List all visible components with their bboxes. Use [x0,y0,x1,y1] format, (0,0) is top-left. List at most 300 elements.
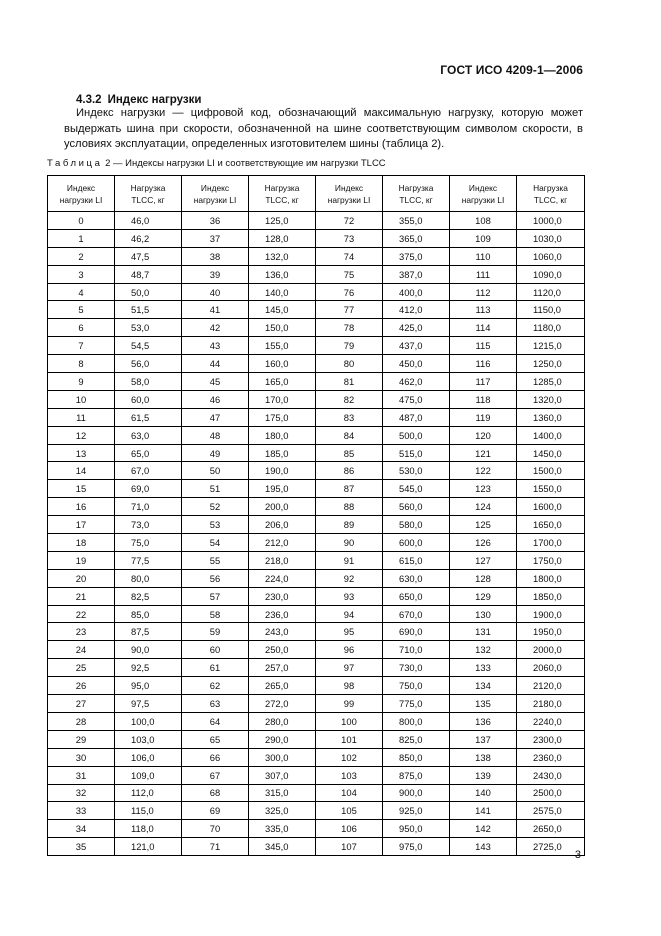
cell-load-capacity: 2240,0 [517,712,585,730]
table-row [48,212,585,230]
cell-load-index: 97 [316,659,383,677]
cell-load-index: 26 [48,677,115,695]
table-row [48,838,585,856]
cell-load-index: 78 [316,319,383,337]
cell-load-capacity: 165,0 [249,373,316,391]
table-row [48,426,585,444]
header-load-capacity [115,176,182,212]
table-row [48,516,585,534]
header-line: TLCC, кг [265,194,299,205]
cell-load-index: 36 [182,212,249,230]
cell-load-capacity: 212,0 [249,534,316,552]
cell-load-capacity: 272,0 [249,695,316,713]
cell-load-index: 87 [316,480,383,498]
cell-load-capacity: 95,0 [115,677,182,695]
cell-load-index: 9 [48,373,115,391]
header-load-index [182,176,249,212]
table-row [48,695,585,713]
cell-load-index: 134 [450,677,517,695]
header-line: Индекс [200,182,230,193]
cell-load-capacity: 103,0 [115,730,182,748]
cell-load-capacity: 1180,0 [517,319,585,337]
cell-load-index: 91 [316,551,383,569]
cell-load-index: 131 [450,623,517,641]
cell-load-capacity: 48,7 [115,265,182,283]
cell-load-capacity: 140,0 [249,283,316,301]
cell-load-index: 110 [450,247,517,265]
cell-load-index: 8 [48,355,115,373]
cell-load-index: 117 [450,373,517,391]
cell-load-index: 14 [48,462,115,480]
cell-load-capacity: 150,0 [249,319,316,337]
section-paragraph: Индекс нагрузки — цифровой код, обозначающий максимальную нагрузку, которую может выдержать шина при скорости, обозначенной на шине соответствующим символом скорости, в условиях эксплуатации, определенных изготовителем шины (таблица 2). [64,107,583,150]
cell-load-capacity: 355,0 [383,212,450,230]
cell-load-index: 136 [450,712,517,730]
cell-load-capacity: 2000,0 [517,641,585,659]
load-index-table [47,175,585,856]
cell-load-index: 135 [450,695,517,713]
cell-load-capacity: 250,0 [249,641,316,659]
cell-load-index: 114 [450,319,517,337]
cell-load-capacity: 280,0 [249,712,316,730]
table-row [48,551,585,569]
table-row [48,748,585,766]
cell-load-index: 1 [48,229,115,247]
cell-load-index: 49 [182,444,249,462]
table-header-row [48,176,585,212]
cell-load-capacity: 1030,0 [517,229,585,247]
cell-load-index: 70 [182,820,249,838]
cell-load-index: 58 [182,605,249,623]
cell-load-capacity: 71,0 [115,498,182,516]
cell-load-index: 30 [48,748,115,766]
table-row [48,319,585,337]
cell-load-index: 57 [182,587,249,605]
table-caption-text: 2 — Индексы нагрузки LI и соответствующие им нагрузки TLCC [102,158,386,169]
cell-load-capacity: 425,0 [383,319,450,337]
cell-load-index: 113 [450,301,517,319]
cell-load-index: 68 [182,784,249,802]
header-line: нагрузки LI [461,194,505,205]
cell-load-index: 143 [450,838,517,856]
cell-load-index: 103 [316,766,383,784]
cell-load-capacity: 487,0 [383,408,450,426]
cell-load-capacity: 170,0 [249,390,316,408]
cell-load-capacity: 1320,0 [517,390,585,408]
cell-load-index: 106 [316,820,383,838]
table-row [48,605,585,623]
cell-load-capacity: 2060,0 [517,659,585,677]
cell-load-capacity: 53,0 [115,319,182,337]
table-row [48,283,585,301]
cell-load-capacity: 307,0 [249,766,316,784]
cell-load-capacity: 2180,0 [517,695,585,713]
cell-load-capacity: 1450,0 [517,444,585,462]
cell-load-index: 98 [316,677,383,695]
cell-load-index: 64 [182,712,249,730]
cell-load-capacity: 1600,0 [517,498,585,516]
document-code: ГОСТ ИСО 4209-1—2006 [440,63,583,77]
cell-load-capacity: 2725,0 [517,838,585,856]
cell-load-capacity: 118,0 [115,820,182,838]
cell-load-index: 142 [450,820,517,838]
cell-load-index: 127 [450,551,517,569]
cell-load-capacity: 160,0 [249,355,316,373]
cell-load-index: 27 [48,695,115,713]
cell-load-index: 123 [450,480,517,498]
cell-load-capacity: 1950,0 [517,623,585,641]
cell-load-capacity: 545,0 [383,480,450,498]
cell-load-index: 137 [450,730,517,748]
cell-load-index: 86 [316,462,383,480]
cell-load-index: 100 [316,712,383,730]
cell-load-index: 121 [450,444,517,462]
table-row [48,534,585,552]
cell-load-index: 138 [450,748,517,766]
cell-load-capacity: 500,0 [383,426,450,444]
cell-load-capacity: 109,0 [115,766,182,784]
cell-load-index: 140 [450,784,517,802]
cell-load-capacity: 58,0 [115,373,182,391]
cell-load-capacity: 345,0 [249,838,316,856]
cell-load-capacity: 375,0 [383,247,450,265]
cell-load-index: 61 [182,659,249,677]
cell-load-index: 66 [182,748,249,766]
cell-load-capacity: 100,0 [115,712,182,730]
cell-load-capacity: 190,0 [249,462,316,480]
cell-load-index: 45 [182,373,249,391]
cell-load-index: 118 [450,390,517,408]
cell-load-capacity: 112,0 [115,784,182,802]
cell-load-capacity: 1150,0 [517,301,585,319]
table-row [48,408,585,426]
cell-load-capacity: 206,0 [249,516,316,534]
cell-load-capacity: 800,0 [383,712,450,730]
cell-load-capacity: 1750,0 [517,551,585,569]
cell-load-index: 15 [48,480,115,498]
cell-load-index: 95 [316,623,383,641]
cell-load-capacity: 1900,0 [517,605,585,623]
cell-load-capacity: 1800,0 [517,569,585,587]
cell-load-capacity: 475,0 [383,390,450,408]
cell-load-capacity: 670,0 [383,605,450,623]
table-row [48,373,585,391]
header-load-index [450,176,517,212]
header-line: нагрузки LI [193,194,237,205]
cell-load-index: 99 [316,695,383,713]
cell-load-capacity: 236,0 [249,605,316,623]
cell-load-capacity: 85,0 [115,605,182,623]
cell-load-capacity: 290,0 [249,730,316,748]
cell-load-index: 51 [182,480,249,498]
cell-load-capacity: 1000,0 [517,212,585,230]
table-row [48,820,585,838]
table-row [48,659,585,677]
cell-load-capacity: 730,0 [383,659,450,677]
header-line: TLCC, кг [533,194,568,205]
cell-load-capacity: 365,0 [383,229,450,247]
cell-load-capacity: 125,0 [249,212,316,230]
header-line: Индекс [334,182,364,193]
header-load-capacity [517,176,585,212]
cell-load-capacity: 218,0 [249,551,316,569]
section-number: 4.3.2 [76,94,102,106]
cell-load-capacity: 2430,0 [517,766,585,784]
header-line: Нагрузка [264,182,300,193]
table-caption-word: Таблица [47,158,103,169]
cell-load-capacity: 63,0 [115,426,182,444]
cell-load-index: 128 [450,569,517,587]
cell-load-capacity: 128,0 [249,229,316,247]
cell-load-index: 105 [316,802,383,820]
header-load-capacity [383,176,450,212]
cell-load-capacity: 230,0 [249,587,316,605]
header-line: нагрузки LI [327,194,371,205]
cell-load-index: 0 [48,212,115,230]
cell-load-index: 39 [182,265,249,283]
cell-load-capacity: 925,0 [383,802,450,820]
cell-load-capacity: 2360,0 [517,748,585,766]
cell-load-index: 60 [182,641,249,659]
cell-load-index: 141 [450,802,517,820]
cell-load-capacity: 73,0 [115,516,182,534]
cell-load-capacity: 67,0 [115,462,182,480]
cell-load-index: 94 [316,605,383,623]
header-line: Нагрузка [398,182,434,193]
cell-load-index: 72 [316,212,383,230]
cell-load-index: 83 [316,408,383,426]
cell-load-index: 50 [182,462,249,480]
cell-load-capacity: 97,5 [115,695,182,713]
cell-load-index: 47 [182,408,249,426]
cell-load-index: 67 [182,766,249,784]
cell-load-index: 102 [316,748,383,766]
cell-load-index: 22 [48,605,115,623]
cell-load-capacity: 132,0 [249,247,316,265]
cell-load-index: 76 [316,283,383,301]
cell-load-capacity: 77,5 [115,551,182,569]
cell-load-index: 43 [182,337,249,355]
cell-load-index: 29 [48,730,115,748]
table-row [48,265,585,283]
table-row [48,498,585,516]
cell-load-index: 12 [48,426,115,444]
cell-load-capacity: 90,0 [115,641,182,659]
cell-load-index: 120 [450,426,517,444]
cell-load-capacity: 412,0 [383,301,450,319]
cell-load-capacity: 2500,0 [517,784,585,802]
cell-load-capacity: 195,0 [249,480,316,498]
cell-load-capacity: 515,0 [383,444,450,462]
cell-load-index: 17 [48,516,115,534]
cell-load-capacity: 61,5 [115,408,182,426]
header-load-index [316,176,383,212]
cell-load-index: 55 [182,551,249,569]
table-row [48,712,585,730]
cell-load-index: 85 [316,444,383,462]
cell-load-capacity: 121,0 [115,838,182,856]
cell-load-capacity: 1215,0 [517,337,585,355]
table-row [48,766,585,784]
cell-load-index: 44 [182,355,249,373]
cell-load-index: 38 [182,247,249,265]
header-line: Индекс [468,182,498,193]
cell-load-index: 16 [48,498,115,516]
cell-load-capacity: 450,0 [383,355,450,373]
cell-load-index: 54 [182,534,249,552]
cell-load-capacity: 92,5 [115,659,182,677]
cell-load-capacity: 630,0 [383,569,450,587]
cell-load-capacity: 65,0 [115,444,182,462]
cell-load-capacity: 180,0 [249,426,316,444]
cell-load-index: 89 [316,516,383,534]
cell-load-capacity: 1250,0 [517,355,585,373]
cell-load-capacity: 690,0 [383,623,450,641]
table-row [48,462,585,480]
cell-load-capacity: 580,0 [383,516,450,534]
cell-load-capacity: 80,0 [115,569,182,587]
cell-load-index: 81 [316,373,383,391]
cell-load-capacity: 600,0 [383,534,450,552]
cell-load-capacity: 2575,0 [517,802,585,820]
cell-load-capacity: 462,0 [383,373,450,391]
cell-load-capacity: 875,0 [383,766,450,784]
cell-load-capacity: 975,0 [383,838,450,856]
cell-load-capacity: 400,0 [383,283,450,301]
cell-load-capacity: 69,0 [115,480,182,498]
cell-load-index: 21 [48,587,115,605]
cell-load-index: 48 [182,426,249,444]
cell-load-index: 108 [450,212,517,230]
cell-load-index: 13 [48,444,115,462]
cell-load-index: 7 [48,337,115,355]
table-row [48,301,585,319]
cell-load-index: 32 [48,784,115,802]
cell-load-index: 69 [182,802,249,820]
cell-load-capacity: 2650,0 [517,820,585,838]
cell-load-index: 33 [48,802,115,820]
cell-load-index: 124 [450,498,517,516]
cell-load-index: 42 [182,319,249,337]
table-row [48,355,585,373]
cell-load-capacity: 106,0 [115,748,182,766]
cell-load-capacity: 60,0 [115,390,182,408]
cell-load-capacity: 1120,0 [517,283,585,301]
table-row [48,444,585,462]
cell-load-capacity: 47,5 [115,247,182,265]
cell-load-index: 63 [182,695,249,713]
cell-load-index: 4 [48,283,115,301]
cell-load-index: 125 [450,516,517,534]
cell-load-capacity: 1060,0 [517,247,585,265]
cell-load-capacity: 1550,0 [517,480,585,498]
cell-load-index: 92 [316,569,383,587]
cell-load-index: 34 [48,820,115,838]
cell-load-capacity: 615,0 [383,551,450,569]
header-line: Нагрузка [130,182,166,193]
cell-load-index: 77 [316,301,383,319]
cell-load-capacity: 300,0 [249,748,316,766]
table-row [48,480,585,498]
header-line: TLCC, кг [131,194,165,205]
cell-load-index: 19 [48,551,115,569]
cell-load-capacity: 56,0 [115,355,182,373]
cell-load-capacity: 775,0 [383,695,450,713]
cell-load-index: 18 [48,534,115,552]
cell-load-index: 101 [316,730,383,748]
cell-load-capacity: 1360,0 [517,408,585,426]
table-row [48,784,585,802]
cell-load-index: 74 [316,247,383,265]
cell-load-index: 119 [450,408,517,426]
cell-load-index: 71 [182,838,249,856]
cell-load-index: 82 [316,390,383,408]
cell-load-capacity: 115,0 [115,802,182,820]
cell-load-index: 65 [182,730,249,748]
section-heading [76,94,201,106]
table-row [48,641,585,659]
cell-load-capacity: 2300,0 [517,730,585,748]
table-caption [47,158,386,169]
table-row [48,587,585,605]
cell-load-capacity: 850,0 [383,748,450,766]
cell-load-capacity: 825,0 [383,730,450,748]
cell-load-index: 93 [316,587,383,605]
cell-load-index: 109 [450,229,517,247]
table-row [48,337,585,355]
cell-load-capacity: 243,0 [249,623,316,641]
cell-load-index: 132 [450,641,517,659]
cell-load-capacity: 1090,0 [517,265,585,283]
table-row [48,569,585,587]
header-load-capacity [249,176,316,212]
cell-load-index: 20 [48,569,115,587]
cell-load-index: 59 [182,623,249,641]
cell-load-index: 96 [316,641,383,659]
cell-load-index: 79 [316,337,383,355]
cell-load-capacity: 315,0 [249,784,316,802]
cell-load-index: 115 [450,337,517,355]
cell-load-capacity: 1500,0 [517,462,585,480]
cell-load-capacity: 2120,0 [517,677,585,695]
cell-load-capacity: 175,0 [249,408,316,426]
cell-load-index: 104 [316,784,383,802]
cell-load-capacity: 50,0 [115,283,182,301]
cell-load-index: 84 [316,426,383,444]
table-row [48,229,585,247]
cell-load-index: 25 [48,659,115,677]
cell-load-capacity: 750,0 [383,677,450,695]
cell-load-index: 130 [450,605,517,623]
cell-load-capacity: 224,0 [249,569,316,587]
cell-load-index: 62 [182,677,249,695]
cell-load-capacity: 1400,0 [517,426,585,444]
cell-load-capacity: 265,0 [249,677,316,695]
cell-load-capacity: 54,5 [115,337,182,355]
cell-load-index: 10 [48,390,115,408]
cell-load-index: 46 [182,390,249,408]
cell-load-capacity: 82,5 [115,587,182,605]
cell-load-index: 41 [182,301,249,319]
table-row [48,730,585,748]
cell-load-index: 35 [48,838,115,856]
cell-load-capacity: 46,0 [115,212,182,230]
cell-load-capacity: 650,0 [383,587,450,605]
cell-load-index: 107 [316,838,383,856]
cell-load-index: 11 [48,408,115,426]
cell-load-index: 2 [48,247,115,265]
cell-load-index: 116 [450,355,517,373]
